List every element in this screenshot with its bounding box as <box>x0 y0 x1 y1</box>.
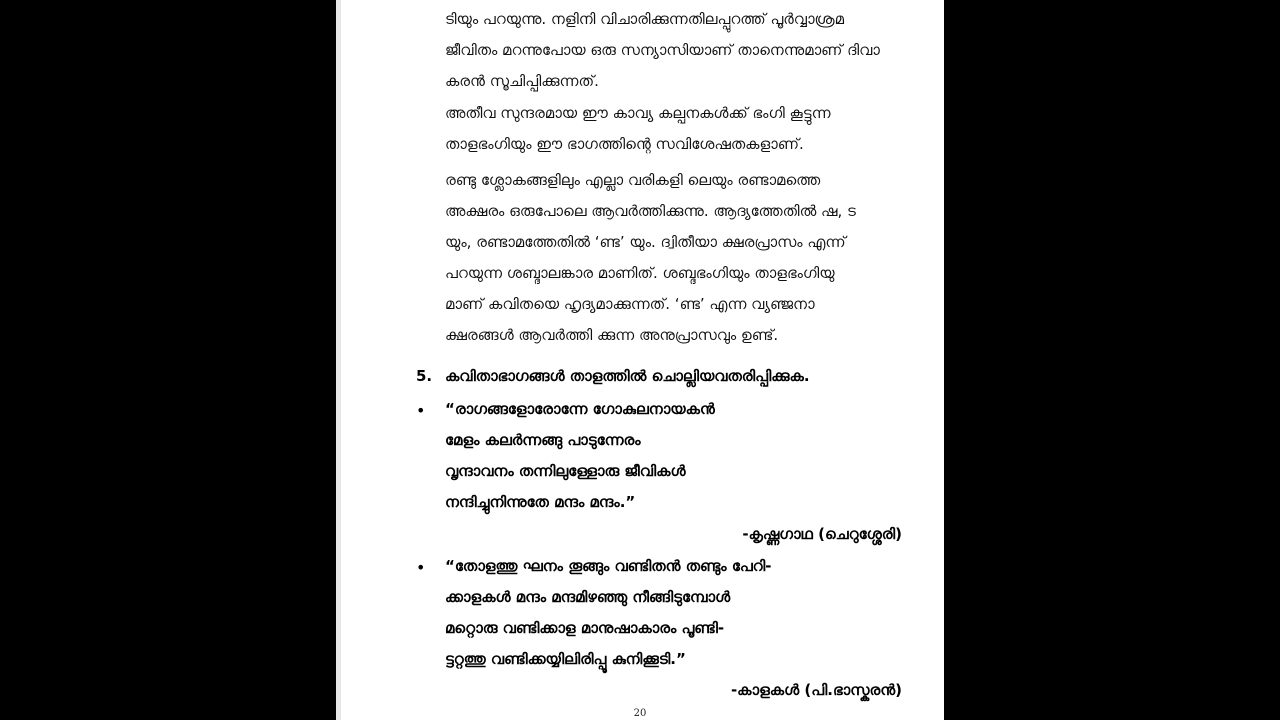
paragraph-3 <box>445 165 902 351</box>
text-line: യും, രണ്ടാമത്തേതിൽ ‘ണ്ട’ യും. ദ്വിതീയാ ക്ഷരപ്രാസം എന്ന് <box>445 233 846 251</box>
text-line: രണ്ടു ശ്ലോകങ്ങളിലും എല്ലാ വരികളി ലെയും രണ്ടാമത്തെ <box>445 171 821 189</box>
verse-line: “തോളത്തു ഘനം തൂങ്ങും വണ്ടിതൻ തണ്ടും പേറി- <box>445 557 772 575</box>
text-line: താളഭംഗിയും ഈ ഭാഗത്തിന്റെ സവിശേഷതകളാണ്. <box>445 135 804 153</box>
text-line: ജീവിതം മറന്നുപോയ ഒരു സന്യാസിയാണ് താനെന്നുമാണ് ദിവാ <box>445 41 880 59</box>
text-line: മാണ് കവിതയെ ഹൃദ്യമാക്കുന്നത്. ‘ണ്ട’ എന്ന വ്യഞ്ജനാ <box>445 295 815 313</box>
verse-line: വൃന്ദാവനം തന്നിലുള്ളോരു ജീവികൾ <box>445 462 686 480</box>
text-line: അതീവ സുന്ദരമായ ഈ കാവ്യ കല്പനകൾക്ക് ഭംഗി കൂട്ടുന്ന <box>445 104 831 122</box>
verse-attribution: -കൃഷ്ണഗാഥ (ചെറുശ്ശേരി) <box>742 525 902 543</box>
verse-line: ട്ടറ്റത്തു വണ്ടിക്കയ്യിലിരിപ്പൂ കുനിക്കൂടി.” <box>445 650 686 668</box>
paragraph-1 <box>445 4 902 97</box>
paragraph-2 <box>445 98 902 160</box>
verse-line: “രാഗങ്ങളോരോന്നേ ഗോകുലനായകൻ <box>445 400 715 418</box>
document-page <box>336 0 944 720</box>
question-text: കവിതാഭാഗങ്ങൾ താളത്തിൽ ചൊല്ലിയവതരിപ്പിക്കുക. <box>445 367 810 385</box>
verse-line: ക്കാളകൾ മന്ദം മന്ദമിഴഞ്ഞു നീങ്ങിടുമ്പോൾ <box>445 588 731 606</box>
text-line: ക്ഷരങ്ങൾ ആവർത്തി ക്കുന്ന അനുപ്രാസവും ഉണ്ട്. <box>445 326 779 344</box>
page-number: 20 <box>633 708 647 719</box>
verse-block <box>445 394 715 518</box>
question-number: 5. <box>416 367 433 385</box>
verse-attribution: -കാളകൾ (പി.ഭാസ്കരൻ) <box>730 681 902 699</box>
text-line: ടിയും പറയുന്നു. നളിനി വിചാരിക്കുന്നതിലപ്പുറത്ത് പൂർവ്വാശ്രമ <box>445 10 845 28</box>
text-line: കരൻ സൂചിപ്പിക്കുന്നത്. <box>445 72 599 90</box>
verse-line: മറ്റൊരു വണ്ടിക്കാള മാനുഷാകാരം പൂണ്ടി- <box>445 619 725 637</box>
bullet-marker: • <box>416 558 426 577</box>
verse-line: മേളം കലർന്നങ്ങു പാടുന്നേരം <box>445 431 641 449</box>
bullet-marker: • <box>416 401 426 420</box>
verse-block <box>445 551 771 675</box>
verse-line: നന്ദിച്ചുനിന്നുതേ മന്ദം മന്ദം.” <box>445 493 636 511</box>
text-line: പറയുന്ന ശബ്ദാലങ്കാര മാണിത്. ശബ്ദഭംഗിയും താളഭംഗിയു <box>445 264 835 282</box>
text-line: അക്ഷരം ഒരുപോലെ ആവർത്തിക്കുന്നു. ആദ്യത്തേതിൽ ഷ, ട <box>445 202 856 220</box>
